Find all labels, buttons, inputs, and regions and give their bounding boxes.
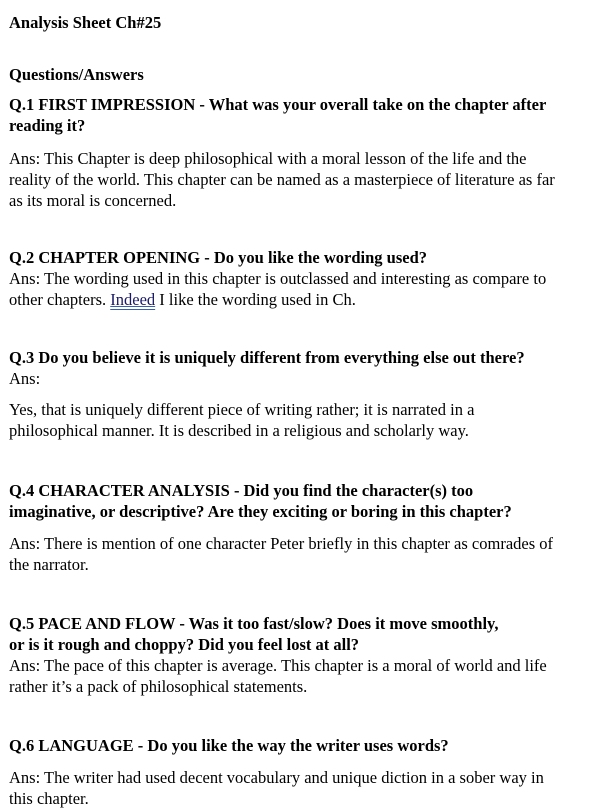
section-title: Questions/Answers: [9, 65, 144, 84]
question-5-line-1: Q.5 PACE AND FLOW - Was it too fast/slow? Does it move smoothly,: [9, 614, 499, 633]
question-1: [9, 94, 594, 136]
question-3: Q.3 Do you believe it is uniquely different from everything else out there?: [9, 348, 525, 367]
question-block-6: [9, 735, 594, 809]
answer-3-line-2: philosophical manner. It is described in a religious and scholarly way.: [9, 421, 469, 440]
question-block-4: [9, 480, 594, 575]
question-5: [9, 613, 594, 655]
answer-5: [9, 655, 594, 697]
question-2: Q.2 CHAPTER OPENING - Do you like the wording used?: [9, 248, 428, 267]
question-6: Q.6 LANGUAGE - Do you like the way the writer uses words?: [9, 736, 449, 755]
question-4-line-2: imaginative, or descriptive? Are they exciting or boring in this chapter?: [9, 502, 512, 521]
answer-2-line-2-suffix: I like the wording used in Ch.: [155, 290, 356, 309]
sheet-title: Analysis Sheet Ch#25: [9, 13, 162, 32]
question-block-3: [9, 347, 594, 441]
answer-1-line-1: Ans: This Chapter is deep philosophical with a moral lesson of the life and the: [9, 149, 527, 168]
answer-4-line-1: Ans: There is mention of one character Peter briefly in this chapter as comrades of: [9, 534, 554, 553]
question-block-5: [9, 613, 594, 697]
answer-6-line-1: Ans: The writer had used decent vocabulary and unique diction in a sober way in: [9, 768, 544, 787]
answer-3: [9, 399, 594, 441]
answer-3-line-1: Yes, that is uniquely different piece of writing rather; it is narrated in a: [9, 400, 475, 419]
answer-2-line-2: [9, 289, 594, 310]
answer-1-line-2: reality of the world. This chapter can be named as a masterpiece of literature as far: [9, 170, 555, 189]
answer-2-line-1: Ans: The wording used in this chapter is outclassed and interesting as compare to: [9, 269, 547, 288]
answer-2-line-2-prefix: other chapters.: [9, 290, 111, 309]
answer-3-label: Ans:: [9, 369, 41, 388]
answer-6: [9, 767, 594, 809]
answer-2: [9, 268, 594, 310]
question-5-line-2: or is it rough and choppy? Did you feel lost at all?: [9, 635, 360, 654]
answer-1: [9, 148, 594, 211]
answer-6-line-2: this chapter.: [9, 789, 89, 808]
spellcheck-underlined-word[interactable]: Indeed: [110, 290, 156, 309]
answer-4-line-2: the narrator.: [9, 555, 89, 574]
question-4: [9, 480, 594, 522]
answer-4: [9, 533, 594, 575]
answer-5-line-2: rather it’s a pack of philosophical statements.: [9, 677, 308, 696]
answer-1-line-3: as its moral is concerned.: [9, 191, 177, 210]
question-4-line-1: Q.4 CHARACTER ANALYSIS - Did you find the character(s) too: [9, 481, 474, 500]
question-1-line-2: reading it?: [9, 116, 86, 135]
question-block-2: [9, 247, 594, 310]
answer-5-line-1: Ans: The pace of this chapter is average. This chapter is a moral of world and life: [9, 656, 547, 675]
question-block-1: [9, 94, 594, 211]
question-1-line-1: Q.1 FIRST IMPRESSION - What was your overall take on the chapter after: [9, 95, 547, 114]
